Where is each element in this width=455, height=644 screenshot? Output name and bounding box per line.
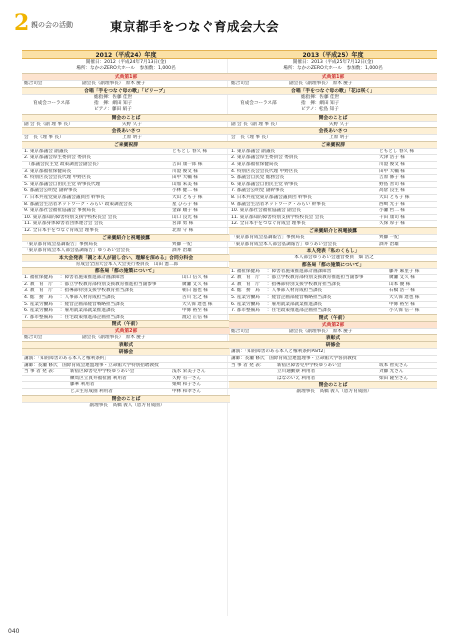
guest-org: 2. 東京都議会厚生委員会 委員長 — [231, 155, 299, 161]
chorus-block — [229, 94, 437, 114]
policy-dept: 6. 産業労働局 — [24, 308, 53, 314]
host-name: 副会長（副理事長） 原木 慶子 — [82, 81, 146, 86]
host-name: 副会長（副理事長） 原木 慶子 — [289, 81, 353, 86]
event-info — [229, 59, 437, 73]
policy-dept: 3. 教 育 庁 — [231, 281, 260, 287]
chorus-member: 指 揮：網田 知子 — [301, 100, 340, 106]
telegram-row — [22, 247, 230, 254]
guest-org: 8. 都議会生活者ネットワーク・みらい 政策調査会長 — [24, 201, 133, 207]
policy-name: 朝日 滋也 様 — [182, 288, 208, 294]
panel-org: はなのいえ 利用者 — [277, 375, 316, 381]
guest-org: 3. 東京都福祉保健局長 — [24, 168, 72, 174]
guest-org: 12. 全日本手をつなぐ育成会 理事長 — [231, 221, 306, 227]
guest-org: 7. 都議会公明党 副幹事長 — [231, 188, 285, 194]
greeting-speaker — [229, 134, 437, 141]
policy-desc: ：障害者施策推進部計画課障害 — [267, 268, 332, 274]
guest-row — [229, 214, 437, 221]
ceremony-1-heading: 式典第1部 — [229, 73, 437, 80]
ceremony-2-heading: 式典第2部 — [22, 327, 230, 334]
policy-row — [22, 314, 230, 321]
guest-org: 10. 東京都社会福祉協議会 副会長 — [231, 208, 301, 214]
panel-org: 新宿区障害児中学校ゆうあい会 — [70, 369, 135, 375]
guest-name: 吉田 康一郎 様 — [172, 161, 203, 167]
guest-name: 大山 とも子 様 — [172, 194, 203, 200]
guest-org: 9. 東京都社会福祉協議会 事務局長 — [24, 208, 96, 214]
closing-am-heading: 閉式（午前） — [229, 314, 437, 321]
policy-dept: 2. 教 育 庁 — [231, 275, 260, 281]
guest-row — [22, 220, 230, 227]
policy-desc: ：人事部人材育成担当課長 — [267, 288, 323, 294]
host-row — [229, 80, 437, 87]
panel-org: 藤華 利用者 — [70, 382, 95, 388]
policy-dept: 3. 教 育 庁 — [24, 288, 53, 294]
year-heading: 2013（平成25）年度 — [229, 50, 437, 59]
panel-name: 坂本 智史さん — [379, 362, 409, 368]
policy-dept: 4. 総 務 局 — [231, 288, 260, 294]
host-row — [22, 80, 230, 87]
policy-desc: ：住宅政策推進部企画担当課長 — [267, 308, 332, 314]
chorus-member: 総指揮：佐藤 佳世 — [301, 94, 340, 100]
guest-name: 千田 康司 様 — [379, 214, 405, 220]
telegram-row — [229, 241, 437, 248]
guest-row — [229, 181, 437, 188]
policy-row — [229, 274, 437, 281]
guest-row — [229, 201, 437, 208]
page-title: 東京都手をつなぐ育成会大会 — [110, 19, 280, 34]
panel-org: 練馬区立貫井福祉園 利用者 — [70, 375, 127, 381]
closing-am-heading: 閉式（午前） — [22, 320, 230, 327]
guest-name: 星 ひろ子 様 — [172, 201, 198, 207]
chorus-member: 指 揮：網田 知子 — [94, 100, 133, 106]
guest-row — [22, 194, 230, 201]
guest-row — [229, 194, 437, 201]
guest-name: 久保 厚子 様 — [379, 221, 405, 227]
policy-dept: 6. 産業労働局 — [231, 301, 260, 307]
chorus-heading: 合唱「手をつなぐ母の歌」「ビリーブ」 — [22, 87, 230, 94]
panel-role: 当 事 者 発 表： — [24, 369, 58, 375]
policy-desc: ：人事部人材育成担当課長 — [60, 295, 116, 301]
policy-name: 中條 裕至 様 — [182, 308, 208, 314]
panel-row — [22, 388, 230, 395]
guest-name: 西崎 光子 様 — [379, 201, 405, 207]
chorus-member: ピアノ：藤田 絹子 — [94, 107, 132, 112]
theme-heading: 本人発表「私のくらし」 — [229, 247, 437, 254]
telegram-org: 「東京都育成会基調報告」事務局長 — [231, 234, 305, 240]
panel-org: 立川通勤寮 利用者 — [277, 369, 316, 375]
speaker-name: 矢野 久子 — [122, 121, 142, 127]
info-line: 場所：なかのZERO大ホール 参加数：1,000名 — [76, 66, 176, 71]
guest-org: 9. 都議会生活者ネットワーク・みらい 幹事長 — [231, 201, 326, 207]
theme-sub: 育成会全国大会本人大会実行委員長 山田 憲二郎 — [22, 261, 230, 268]
lecturer: 講師：長瀬 修氏 国際育成会連盟理事・立命館大学特別招聘教授 — [22, 362, 230, 369]
guest-org: （都議会民主党 政策調査会副会長） — [24, 161, 102, 167]
panel-name: 栗崎 和子さん — [172, 382, 202, 388]
policy-row — [229, 294, 437, 301]
speaker-role: 会 長（理 事 長） — [24, 135, 64, 141]
guest-name: 吉原 修子 様 — [379, 175, 405, 181]
lecturer: 講師：長瀬 修氏 国際育成会連盟理事・立命館大学客員教授 — [229, 355, 437, 362]
guest-org: 12. 全日本手をつなぐ育成会 理事長 — [24, 227, 99, 233]
guest-row — [229, 161, 437, 168]
speaker-name: 上原 明子 — [122, 135, 142, 141]
award-heading: 表彰式 — [229, 334, 437, 341]
theme-heading: 本大会発表「親と本人が話し合い、理解を深める」合同分科会 — [22, 254, 230, 261]
policy-row — [22, 294, 230, 301]
opening-speaker — [229, 121, 437, 128]
guest-name: 小林 健二 様 — [172, 188, 198, 194]
host-label: 総合司会 — [24, 81, 43, 86]
policy-name: 山口 信久 様 — [182, 275, 208, 281]
lecture-title: 講演：「知的障害のある本人と権利条約」 — [22, 355, 230, 362]
training-heading: 研修会 — [229, 341, 437, 348]
guest-row — [229, 168, 437, 175]
guest-org: 11. 東京都知的障害特別支援学校校長会 会長 — [231, 214, 324, 220]
policy-desc: ：指導部特別支援学校教育担当課長 — [267, 281, 341, 287]
guest-name: ともとし 春久 様 — [379, 148, 415, 154]
guest-name: 田中 大輔 様 — [172, 175, 198, 181]
host-label: 総合司会 — [231, 328, 250, 334]
guests-heading: ご来賓祝辞 — [229, 141, 437, 148]
greeting-heading: 会長あいさつ — [22, 127, 230, 134]
policy-name: 山本 優 様 — [389, 281, 411, 287]
guest-name: 山加 朱美 様 — [172, 181, 198, 187]
guest-name: 金森 順子 様 — [172, 208, 198, 214]
policy-name: 大久保 達也 様 — [389, 295, 420, 301]
telegram-org: 「東京都育成会基調報告」事務局長 — [24, 241, 98, 247]
speaker-name: 上原 明子 — [329, 135, 349, 141]
guest-org: 4. 特別区長会会長代理 中野区長 — [24, 175, 92, 181]
panel-name: 浅水 栄美子さん — [172, 369, 206, 375]
policy-row — [229, 268, 437, 275]
greeting-heading: 会長あいさつ — [229, 127, 437, 134]
page-header — [14, 12, 444, 40]
host-row — [22, 334, 230, 341]
guest-name: ともとし 春久 様 — [172, 148, 208, 154]
policy-desc: ：雇用就業部就業推進課長 — [267, 301, 323, 307]
guest-row — [22, 201, 230, 208]
guest-row — [22, 148, 230, 155]
guest-row — [22, 154, 230, 161]
panel-name: 久野 有一さん — [172, 375, 202, 381]
policy-dept: 1. 福祉保健局 — [231, 268, 260, 274]
telegram-heading: ご来賓紹介と祝電披露 — [22, 234, 230, 241]
telegram-name: 齊藤 一紀 — [379, 234, 399, 240]
lecture-title: 講演：「知的障害のある本人と権利条約Part2」 — [229, 348, 437, 355]
guest-row — [22, 207, 230, 214]
chorus-members — [301, 95, 339, 114]
chorus-label: 育成会コーラス部 — [33, 100, 70, 106]
policy-desc: ：障害者施策推進部計画課障害 — [60, 275, 125, 281]
policy-heading: 都各局「都の施策について」 — [22, 267, 230, 274]
chorus-block — [22, 94, 230, 114]
policy-row — [22, 301, 230, 308]
telegram-name: 酒井 治雄 — [172, 248, 192, 254]
speaker-role: 会 長（理 事 長） — [231, 135, 271, 141]
policy-row — [22, 281, 230, 288]
panel-row — [22, 368, 230, 375]
training-heading: 研修会 — [22, 348, 230, 355]
chorus-label: 育成会コーラス部 — [240, 100, 277, 106]
panel-row — [229, 375, 437, 382]
telegram-name: 齊藤 一紀 — [172, 241, 192, 247]
policy-heading: 都各局「都の施策について」 — [229, 261, 437, 268]
info-line: 開催日：2013（平成25年7月12日(金) — [292, 60, 374, 65]
policy-dept: 4. 総 務 局 — [24, 295, 53, 301]
guest-org: 7. 日本共産党東京都議会議員団 幹事長 — [24, 194, 105, 200]
policy-desc: ：住宅政策推進部企画担当課長 — [60, 314, 125, 320]
opening-speaker — [22, 121, 230, 128]
policy-name: 藤井 麻里子 様 — [389, 268, 420, 274]
chorus-heading: 合唱「手をつなぐ母の歌」「花は咲く」 — [229, 87, 437, 94]
page-number: 040 — [8, 628, 20, 635]
speaker-name: 矢野 久子 — [329, 121, 349, 127]
telegram-heading: ご来賓紹介と祝電披露 — [229, 227, 437, 234]
guest-name: 高倉 良生 様 — [379, 188, 405, 194]
host-label: 総合司会 — [231, 81, 250, 86]
host-name: 副会長（副理事長） 原木 慶子 — [289, 328, 353, 334]
guest-row — [229, 154, 437, 161]
award-heading: 表彰式 — [22, 341, 230, 348]
panel-name: 中林 和孝さん — [172, 389, 202, 394]
guest-row — [229, 207, 437, 214]
guest-name: 山口 良光 様 — [172, 214, 198, 220]
policy-desc: ：都立学校教育部特別支援教育推進担当副参事 — [60, 281, 157, 287]
opening-heading: 開会のことば — [22, 114, 230, 121]
guest-org: 11. 東京都身体障害者団体連合会 会長 — [24, 221, 104, 227]
guest-row — [229, 148, 437, 155]
chorus-members — [94, 95, 132, 114]
policy-name: 石橋 浩一 様 — [389, 288, 415, 294]
panel-row — [22, 375, 230, 382]
guest-name: 川澄 俊文 様 — [172, 168, 198, 174]
policy-desc: ：経営企画部経営戦略担当課長 — [60, 301, 125, 307]
greeting-speaker — [22, 134, 230, 141]
guest-row — [229, 187, 437, 194]
guests-heading: ご来賓祝辞 — [22, 141, 230, 148]
closing-heading: 閉会のことば — [22, 395, 230, 402]
policy-row — [22, 274, 230, 281]
policy-name: 廣瀬 丈久 様 — [182, 281, 208, 287]
guest-name: 川澄 俊文 様 — [379, 161, 405, 167]
panel-name: 柴田 隆至さん — [379, 375, 409, 381]
policy-row — [229, 301, 437, 308]
policy-name: 小久保 信一 様 — [389, 308, 420, 314]
guest-name: 北原 守 様 — [172, 227, 194, 233]
guest-name: 小瀬 哲二 様 — [379, 208, 405, 214]
telegram-row — [22, 241, 230, 248]
column-2012 — [22, 50, 230, 408]
column-2013 — [229, 50, 437, 395]
opening-heading: 開会のことば — [229, 114, 437, 121]
guest-row — [22, 174, 230, 181]
guest-row — [229, 174, 437, 181]
chapter-number: 2 — [14, 10, 30, 36]
chapter-section: 親の会の活動 — [31, 21, 73, 29]
panel-org: とぶ生育成園 利用者 — [70, 389, 113, 394]
chorus-member: 総指揮：佐藤 佳世 — [94, 94, 133, 100]
guest-org: 3. 東京都福祉保健局長 — [231, 161, 279, 167]
policy-desc: ：経営企画部経営戦略担当課長 — [267, 295, 332, 301]
telegram-row — [229, 234, 437, 241]
closing-speaker: 副理事長 高橋 義人（恩方育成園） — [22, 402, 230, 409]
event-info — [22, 59, 230, 73]
guest-row — [22, 181, 230, 188]
host-label: 総合司会 — [24, 335, 43, 341]
policy-name: 廣瀬 丈久 様 — [389, 275, 415, 281]
guest-row — [22, 227, 230, 234]
guest-name: 野島 善司 様 — [379, 181, 405, 187]
policy-row — [229, 287, 437, 294]
panel-row — [22, 381, 230, 388]
guest-row — [22, 161, 230, 168]
guest-org: 6. 東京都議会自由民主党 幹事長 — [231, 181, 299, 187]
guest-org: 4. 特別区長会会長代理 中野区長 — [231, 168, 299, 174]
host-name: 副会長（副理事長） 原木 慶子 — [82, 335, 146, 341]
guest-row — [22, 214, 230, 221]
policy-name: 渡辺 正信 様 — [182, 314, 208, 320]
info-line: 場所：なかのZERO大ホール 参加数：1,000名 — [283, 66, 383, 71]
panel-row — [229, 368, 437, 375]
panel-role: 当 事 者 発 表： — [231, 362, 265, 368]
closing-heading: 閉会のことば — [229, 381, 437, 388]
policy-dept: 1. 福祉保健局 — [24, 275, 53, 281]
info-line: 開催日：2012（平成24年7月13日(金) — [85, 60, 167, 65]
panel-name: 斉藤 光さん — [379, 369, 404, 375]
guest-row — [22, 168, 230, 175]
guest-name: 田中 大輔 様 — [379, 168, 405, 174]
guest-org: 5. 都議会自民党 総務会長 — [231, 175, 285, 181]
guest-org: 5. 東京都議会自由民主党 幹事長代理 — [24, 181, 101, 187]
guest-org: 1. 東京都議会 副議長 — [231, 148, 276, 154]
policy-desc: ：都立学校教育部特別支援教育推進担当副参事 — [267, 275, 364, 281]
policy-name: 中條 裕至 様 — [389, 301, 415, 307]
policy-dept: 2. 教 育 庁 — [24, 281, 53, 287]
speaker-role: 副 会 長（副 理 事 長） — [231, 121, 280, 127]
guest-row — [22, 187, 230, 194]
theme-sub: 本人部会ゆうあい会運営委員 畑 浩之 — [229, 254, 437, 261]
ceremony-1-heading: 式典第1部 — [22, 73, 230, 80]
guest-org: 2. 東京都議会厚生委員会 委員長 — [24, 155, 92, 161]
policy-name: 大久保 達也 様 — [182, 301, 213, 307]
policy-row — [229, 281, 437, 288]
chorus-member: ピアノ：松島 知子 — [301, 107, 339, 112]
policy-row — [229, 307, 437, 314]
telegram-org: 「東京都育成会本人部会基調報告」ゆうあい会会長 — [231, 241, 337, 247]
guest-org: 8. 日本共産党東京都議会議員団 幹事長 — [231, 194, 312, 200]
ceremony-2-heading: 式典第2部 — [229, 321, 437, 328]
policy-desc: ：指導部特別支援学校教育担当課長 — [60, 288, 134, 294]
panel-org: 新宿区障害児中学校ゆうあい会 — [277, 362, 342, 368]
closing-speaker: 副理事長 高橋 義人（恩方育成園） — [229, 388, 437, 395]
guest-row — [229, 220, 437, 227]
guest-name: 宮澤 勇 様 — [172, 221, 194, 227]
policy-dept: 5. 産業労働局 — [24, 301, 53, 307]
policy-name: 古川 宏之 様 — [182, 295, 208, 301]
telegram-name: 酒井 治雄 — [379, 241, 399, 247]
policy-dept: 5. 産業労働局 — [231, 295, 260, 301]
guest-org: 10. 東京都知的障害特別支援学校校長会 会長 — [24, 214, 117, 220]
host-row — [229, 328, 437, 335]
guest-org: 1. 東京都議会 副議長 — [24, 148, 69, 154]
policy-dept: 7. 都市整備局 — [24, 314, 53, 320]
guest-name: 大津 浩子 様 — [379, 155, 405, 161]
guest-name: 大山 とも子 様 — [379, 194, 410, 200]
panel-row — [229, 362, 437, 369]
year-heading: 2012（平成24）年度 — [22, 50, 230, 59]
guest-org: 6. 都議会公明党 副幹事長 — [24, 188, 78, 194]
speaker-role: 副 会 長（副 理 事 長） — [24, 121, 73, 127]
policy-row — [22, 307, 230, 314]
policy-desc: ：雇用就業部就業推進課長 — [60, 308, 116, 314]
policy-dept: 7. 都市整備局 — [231, 308, 260, 314]
policy-row — [22, 287, 230, 294]
telegram-org: 「東京都育成会本人部会基調報告」ゆうあい会会長 — [24, 248, 130, 254]
